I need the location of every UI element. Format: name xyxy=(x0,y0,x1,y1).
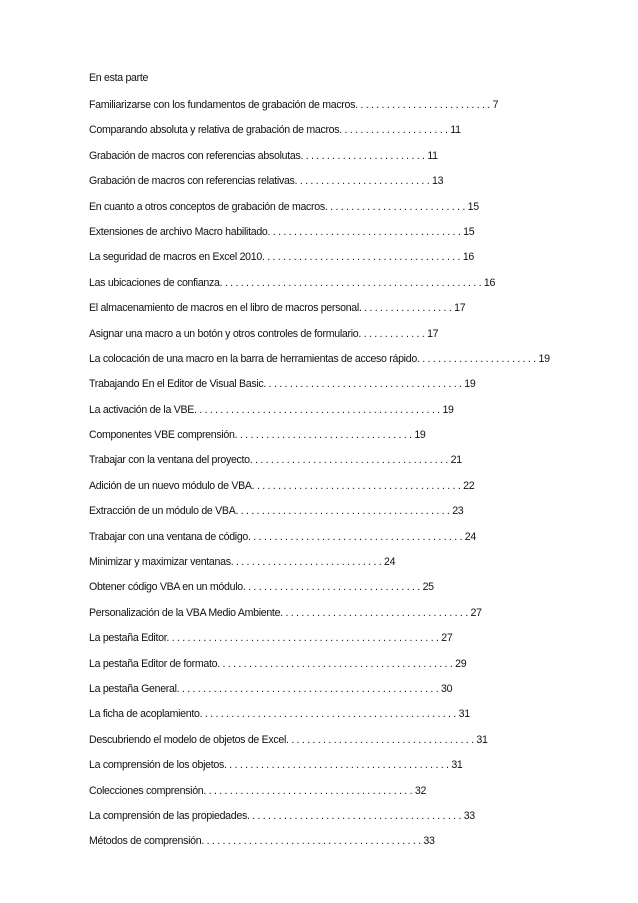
toc-entry: Trabajar con la ventana del proyecto. . . . . . . . . . . . . . . . . . . . . . . . . . . . . . . . . . . . . . 21 xyxy=(89,454,462,467)
toc-entry: Extracción de un módulo de VBA. . . . . . . . . . . . . . . . . . . . . . . . . . . . . . . . . . . . . . . . . 23 xyxy=(89,505,464,518)
toc-entry: La comprensión de las propiedades. . . . . . . . . . . . . . . . . . . . . . . . . . . . . . . . . . . . . . . . . 33 xyxy=(89,809,475,822)
toc-entry: Colecciones comprensión. . . . . . . . . . . . . . . . . . . . . . . . . . . . . . . . . . . . . . . . 32 xyxy=(89,784,427,797)
toc-entry: Trabajando En el Editor de Visual Basic. . . . . . . . . . . . . . . . . . . . . . . . . . . . . . . . . . . . . . 19 xyxy=(89,378,476,391)
toc-entry: Asignar una macro a un botón y otros controles de formulario. . . . . . . . . . . . . 17 xyxy=(89,327,439,340)
table-of-contents xyxy=(89,97,559,859)
toc-entry: Trabajar con una ventana de código. . . . . . . . . . . . . . . . . . . . . . . . . . . . . . . . . . . . . . . . . 24 xyxy=(89,530,476,543)
toc-entry: La pestaña Editor de formato. . . . . . . . . . . . . . . . . . . . . . . . . . . . . . . . . . . . . . . . . . . . . 29 xyxy=(89,657,467,670)
toc-entry: La ficha de acoplamiento. . . . . . . . . . . . . . . . . . . . . . . . . . . . . . . . . . . . . . . . . . . . . . . . . 31 xyxy=(89,708,470,721)
section-heading: En esta parte xyxy=(89,72,149,84)
toc-entry: En cuanto a otros conceptos de grabación de macros. . . . . . . . . . . . . . . . . . . . . . . . . . . 15 xyxy=(89,200,479,213)
toc-entry: Grabación de macros con referencias relativas. . . . . . . . . . . . . . . . . . . . . . . . . . 13 xyxy=(89,175,444,188)
toc-entry: La comprensión de los objetos. . . . . . . . . . . . . . . . . . . . . . . . . . . . . . . . . . . . . . . . . . . 31 xyxy=(89,759,463,772)
toc-entry: Comparando absoluta y relativa de grabación de macros. . . . . . . . . . . . . . . . . . . . . 11 xyxy=(89,124,461,137)
toc-entry: Métodos de comprensión. . . . . . . . . . . . . . . . . . . . . . . . . . . . . . . . . . . . . . . . . . 33 xyxy=(89,835,435,848)
toc-entry: Descubriendo el modelo de objetos de Excel. . . . . . . . . . . . . . . . . . . . . . . . . . . . . . . . . . . . 31 xyxy=(89,733,488,746)
toc-entry: La seguridad de macros en Excel 2010. . . . . . . . . . . . . . . . . . . . . . . . . . . . . . . . . . . . . . 16 xyxy=(89,251,475,264)
toc-entry: Obtener código VBA en un módulo. . . . . . . . . . . . . . . . . . . . . . . . . . . . . . . . . . 25 xyxy=(89,581,434,594)
toc-entry: Componentes VBE comprensión. . . . . . . . . . . . . . . . . . . . . . . . . . . . . . . . . . 19 xyxy=(89,429,426,442)
toc-entry: La pestaña General. . . . . . . . . . . . . . . . . . . . . . . . . . . . . . . . . . . . . . . . . . . . . . . . . . 30 xyxy=(89,682,453,695)
toc-entry: Minimizar y maximizar ventanas. . . . . . . . . . . . . . . . . . . . . . . . . . . . . 24 xyxy=(89,556,396,569)
toc-entry: Adición de un nuevo módulo de VBA. . . . . . . . . . . . . . . . . . . . . . . . . . . . . . . . . . . . . . . . 22 xyxy=(89,479,475,492)
toc-entry: Personalización de la VBA Medio Ambiente. . . . . . . . . . . . . . . . . . . . . . . . . . . . . . . . . . . . 27 xyxy=(89,606,482,619)
toc-entry: La colocación de una macro en la barra de herramientas de acceso rápido. . . . . . . . . . . . . . . . . . . . . . . 19 xyxy=(89,352,550,365)
toc-entry: La pestaña Editor. . . . . . . . . . . . . . . . . . . . . . . . . . . . . . . . . . . . . . . . . . . . . . . . . . . . 27 xyxy=(89,632,453,645)
toc-entry: Extensiones de archivo Macro habilitado. . . . . . . . . . . . . . . . . . . . . . . . . . . . . . . . . . . . . 15 xyxy=(89,225,475,238)
toc-entry: Las ubicaciones de confianza. . . . . . . . . . . . . . . . . . . . . . . . . . . . . . . . . . . . . . . . . . . . . . . . . . 16 xyxy=(89,276,496,289)
toc-entry: Familiarizarse con los fundamentos de grabación de macros. . . . . . . . . . . . . . . . . . . . . . . . . . 7 xyxy=(89,99,499,111)
toc-entry: Grabación de macros con referencias absolutas. . . . . . . . . . . . . . . . . . . . . . . . 11 xyxy=(89,149,438,162)
toc-entry: El almacenamiento de macros en el libro de macros personal. . . . . . . . . . . . . . . . . . 17 xyxy=(89,302,466,315)
toc-entry: La activación de la VBE. . . . . . . . . . . . . . . . . . . . . . . . . . . . . . . . . . . . . . . . . . . . . . . 19 xyxy=(89,403,454,416)
